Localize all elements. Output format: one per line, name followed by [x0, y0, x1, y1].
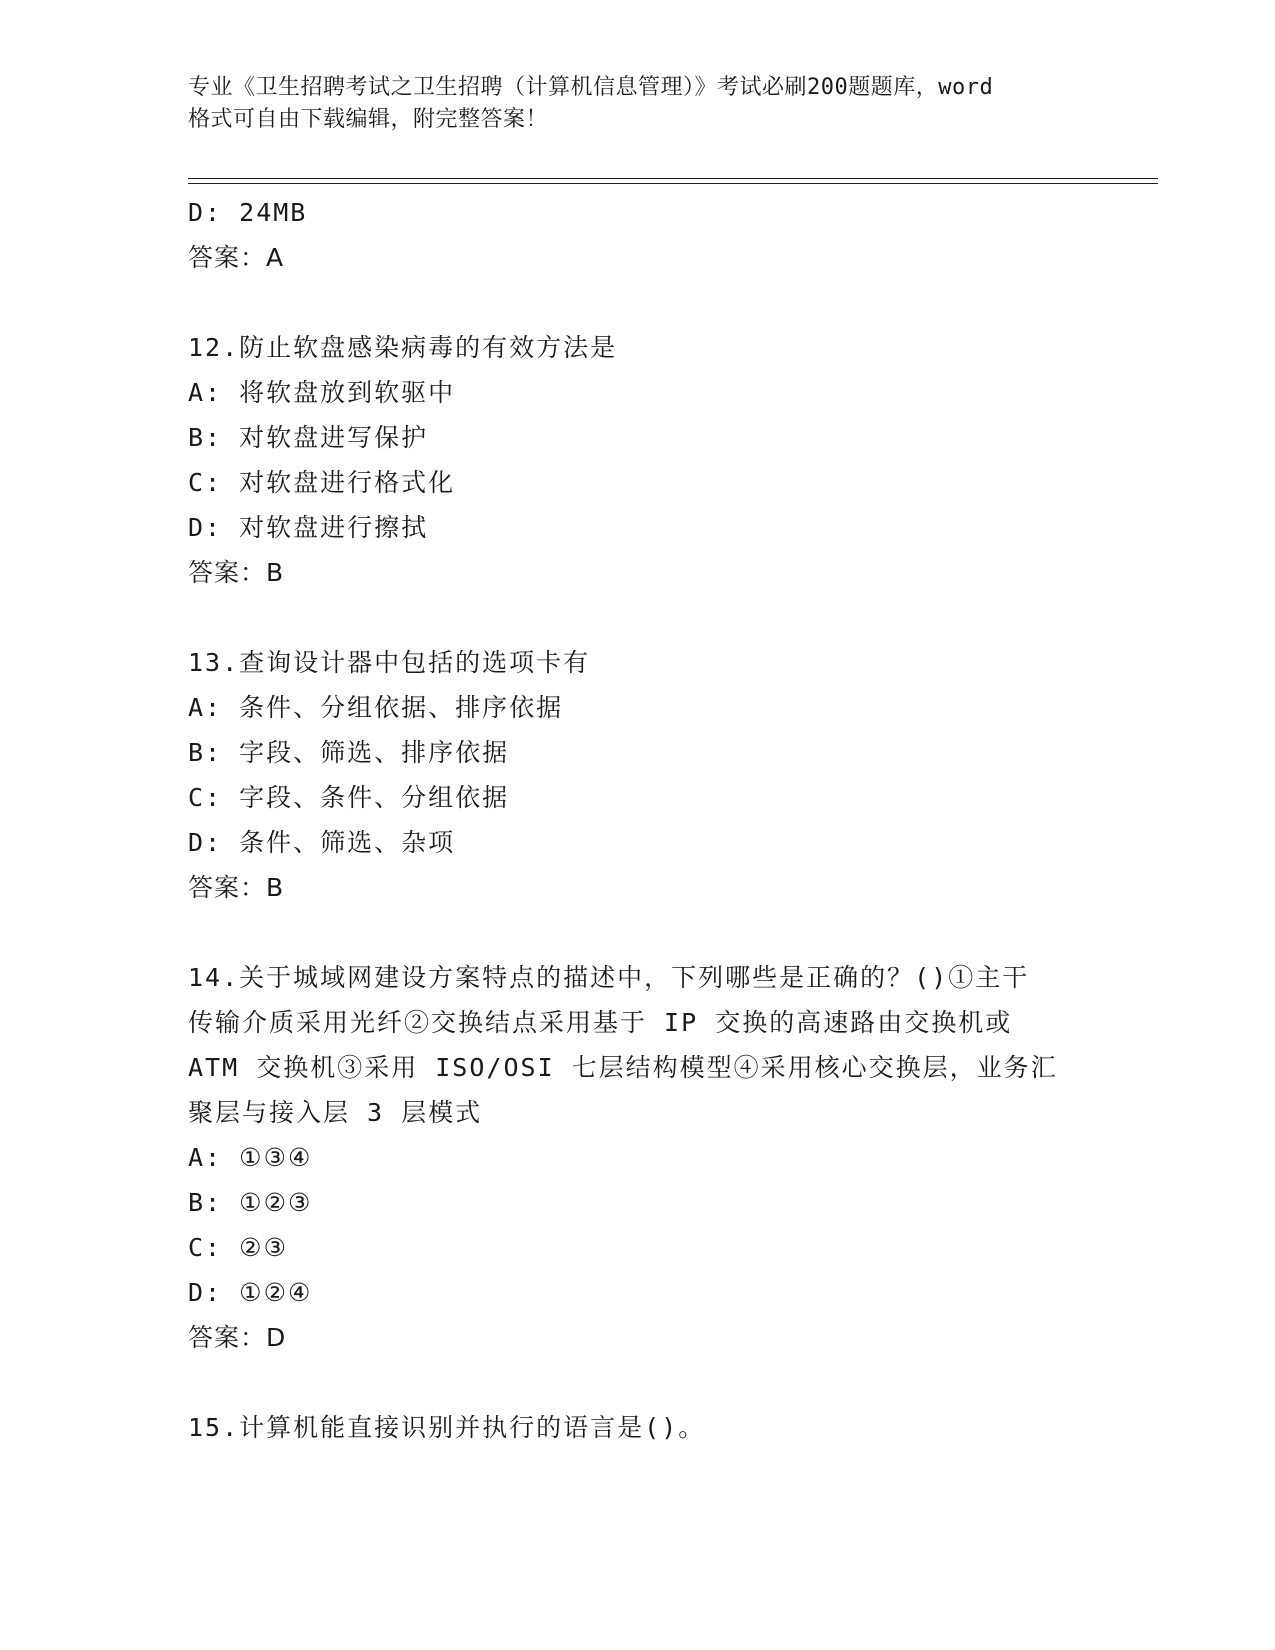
document-header — [188, 72, 1088, 136]
option-b: B: ①②③ — [188, 1188, 313, 1217]
answer-line: 答案：A — [188, 243, 285, 272]
header-title-line-1: 专业《卫生招聘考试之卫生招聘（计算机信息管理）》考试必刷200题题库，word — [188, 75, 994, 100]
question-12 — [188, 325, 1088, 595]
option-a: A: 将软盘放到软驱中 — [188, 378, 456, 407]
answer-line: 答案：B — [188, 873, 285, 902]
spacer — [188, 595, 1088, 640]
question-15 — [188, 1405, 1088, 1450]
option-b: B: 字段、筛选、排序依据 — [188, 738, 510, 767]
option-a: A: 条件、分组依据、排序依据 — [188, 693, 564, 722]
header-divider-top — [188, 178, 1158, 179]
option-c: C: 对软盘进行格式化 — [188, 468, 456, 497]
spacer — [188, 280, 1088, 325]
option-c: C: ②③ — [188, 1233, 288, 1262]
option-d: D: ①②④ — [188, 1278, 313, 1307]
answer-line: 答案：D — [188, 1323, 287, 1352]
option-c: C: 字段、条件、分组依据 — [188, 783, 510, 812]
header-divider-bottom — [188, 183, 1158, 184]
option-b: B: 对软盘进写保护 — [188, 423, 429, 452]
question-13 — [188, 640, 1088, 910]
spacer — [188, 910, 1088, 955]
option-d: D: 对软盘进行擦拭 — [188, 513, 429, 542]
question-stem: 15.计算机能直接识别并执行的语言是()。 — [188, 1413, 706, 1442]
question-stem-line-4: 聚层与接入层 3 层模式 — [188, 1098, 483, 1127]
question-14 — [188, 955, 1088, 1360]
question-stem-line-3: ATM 交换机③采用 ISO/OSI 七层结构模型④采用核心交换层，业务汇 — [188, 1053, 1058, 1082]
header-title-line-2: 格式可自由下载编辑，附完整答案！ — [188, 107, 549, 132]
previous-question-tail — [188, 190, 1088, 280]
question-stem: 13.查询设计器中包括的选项卡有 — [188, 648, 591, 677]
option-a: A: ①③④ — [188, 1143, 313, 1172]
answer-line: 答案：B — [188, 558, 285, 587]
spacer — [188, 1360, 1088, 1405]
option-d: D: 条件、筛选、杂项 — [188, 828, 456, 857]
question-stem-line-2: 传输介质采用光纤②交换结点采用基于 IP 交换的高速路由交换机或 — [188, 1008, 1013, 1037]
option-d: D: 24MB — [188, 198, 308, 227]
question-content — [188, 190, 1088, 1450]
question-stem: 12.防止软盘感染病毒的有效方法是 — [188, 333, 618, 362]
question-stem-line-1: 14.关于城域网建设方案特点的描述中，下列哪些是正确的？()①主干 — [188, 963, 1030, 992]
